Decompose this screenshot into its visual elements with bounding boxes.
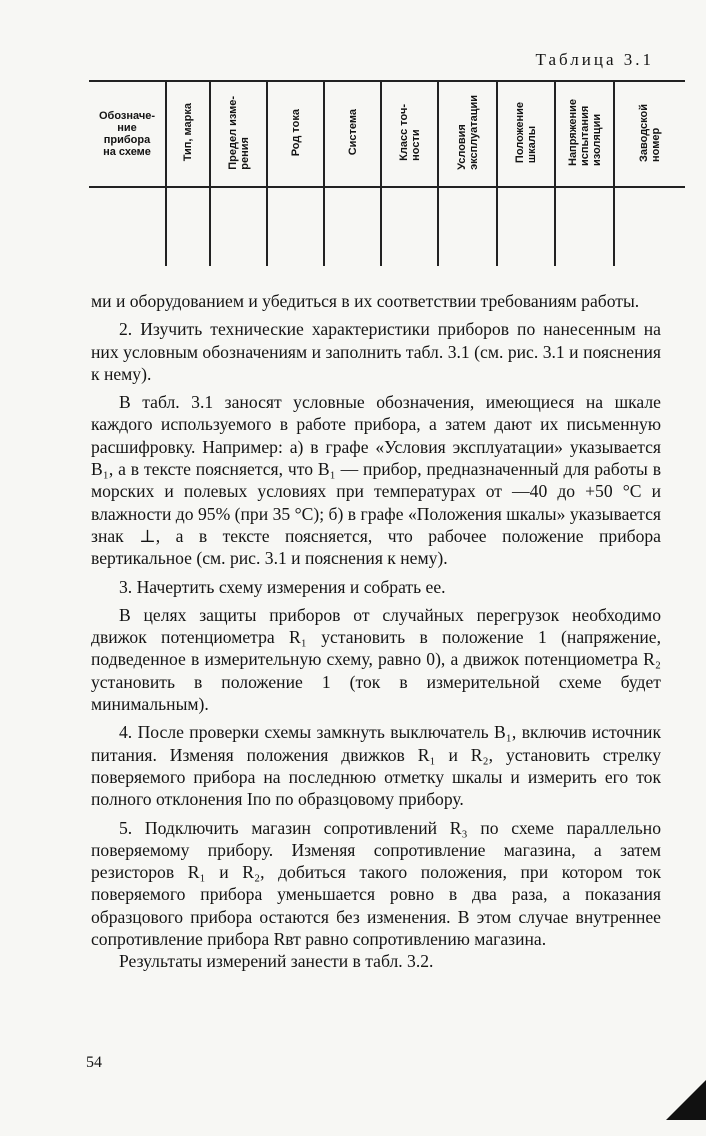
header-text: Напряжение испытания изоляции: [566, 99, 603, 166]
paragraph: 2. Изучить технические характеристики приборов по нанесенным на них условным обозначениям и заполнить табл. 3.1 (см. рис. 3.1 и пояснения к нему).: [91, 319, 661, 384]
paragraph: 5. Подключить магазин сопротивлений R₃ по схеме параллельно поверяемому прибору. Изменяя сопротивление магазина, а затем резисторов R₁ и R₂, добиться такого положения, при котором ток поверяемого прибора уменьшается ровно в два раза, а показания образцового прибора остаются без изменения. В этом случае внутреннее сопротивление прибора Rвт равно сопротивлению магазина.: [91, 817, 661, 950]
body-text: [91, 290, 661, 973]
page-number: 54: [86, 1054, 102, 1071]
table-cell: [381, 187, 438, 266]
table-cell: [166, 187, 210, 266]
header-text: Система: [346, 109, 359, 156]
scan-edge-shadow: [666, 1080, 706, 1120]
header-text: Заводской номер: [638, 103, 662, 162]
header-text: Предел изме- рения: [226, 95, 251, 170]
table-header-row: [89, 81, 685, 187]
header-text: Класс точ- ности: [397, 104, 422, 161]
header-text: Род тока: [289, 108, 302, 157]
header-text: Условия эксплуатации: [455, 95, 480, 170]
table-cell: [555, 187, 614, 266]
table-cell: [497, 187, 555, 266]
paragraph: В табл. 3.1 заносят условные обозначения, имеющиеся на шкале каждого используемого в работе прибора, а затем дают их письменную расшифровку. Например: а) в графе «Условия эксплуатации» указывается B₁, а в тексте поясняется, что B₁ — прибор, предназначенный для работы в морских и полевых условиях при температурах от —40 до +50 °С и влажности до 95% (при 35 °С); б) в графе «Положения шкалы» указывается знак ⊥, а в тексте поясняется, что рабочее положение прибора вертикальное (см. рис. 3.1 и пояснения к нему).: [91, 392, 661, 569]
table-3-1: [89, 80, 685, 266]
header-serial: [614, 81, 685, 187]
table-row: [89, 187, 685, 266]
table-cell: [267, 187, 324, 266]
paragraph: 3. Начертить схему измерения и собрать ее.: [119, 576, 446, 597]
table-cell: [210, 187, 267, 266]
header-conditions: [438, 81, 497, 187]
header-scale-position: [497, 81, 555, 187]
paragraph: 4. После проверки схемы замкнуть выключатель B₁, включив источник питания. Изменяя положения движков R₁ и R₂, установить стрелку поверяемого прибора на последнюю отметку шкалы и измерить его ток полного отклонения Iпо по образцовому прибору.: [91, 722, 661, 810]
header-text: Тип, марка: [182, 103, 194, 162]
header-designation: [89, 81, 166, 187]
header-accuracy: [381, 81, 438, 187]
header-current-kind: [267, 81, 324, 187]
header-type: [166, 81, 210, 187]
header-text: Положение шкалы: [514, 101, 538, 164]
table-cell: [614, 187, 685, 266]
table-cell: [89, 187, 166, 266]
header-system: [324, 81, 381, 187]
table-cell: [438, 187, 497, 266]
header-test-voltage: [555, 81, 614, 187]
table-cell: [324, 187, 381, 266]
paragraph: ми и оборудованием и убедиться в их соответствии требованиям работы.: [91, 291, 640, 311]
paragraph: Результаты измерений занести в табл. 3.2.: [119, 951, 434, 972]
header-range: [210, 81, 267, 187]
table-caption: Таблица 3.1: [535, 50, 654, 69]
paragraph: В целях защиты приборов от случайных перегрузок необходимо движок потенциометра R₁ установить в положение 1 (напряжение, подведенное в измерительную схему, равно 0), а движок потенциометра R₂ установить в положение 1 (ток в измерительной схеме будет минимальным).: [91, 604, 661, 715]
header-text: Обозначе- ние прибора на схеме: [98, 110, 156, 158]
